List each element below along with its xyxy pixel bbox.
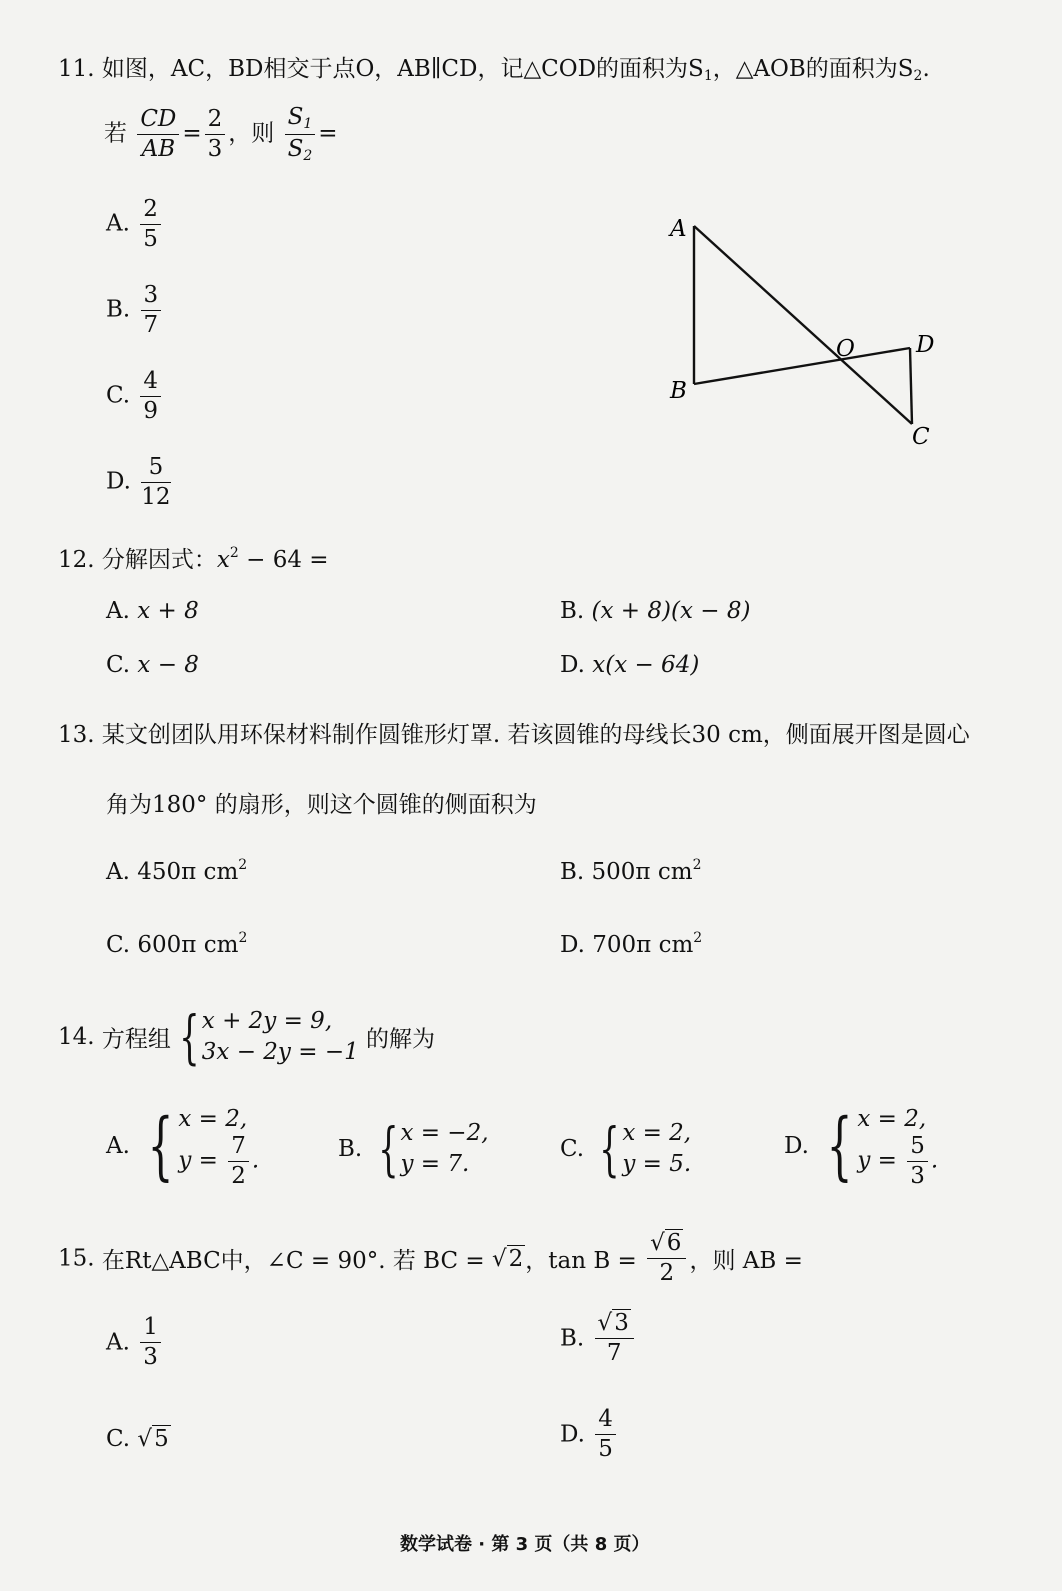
q15-stem: 15. 在Rt△ABC中，∠C = 90°. 若 BC = √2，tan B = $\frac{√6}{2}$ ，则 AB = bbox=[58, 1230, 803, 1286]
q15-option-a[interactable]: A. $\frac{1}{3}$ bbox=[106, 1316, 164, 1369]
q11-figure bbox=[660, 212, 940, 452]
q14-equation-system: x + 2y = 9, 3x − 2y = −1 bbox=[201, 1008, 359, 1066]
q14-stem: 14. 方程组 { x + 2y = 9, 3x − 2y = −1 的解为 bbox=[58, 1003, 436, 1072]
q13-option-d[interactable]: D. 700π $cm^2$ bbox=[560, 930, 703, 958]
q12-option-c[interactable]: C. x − 8 bbox=[106, 652, 199, 678]
page-footer: 数学试卷 · 第 3 页（共 8 页） bbox=[400, 1534, 650, 1555]
q11-stem-2: ，△AOB的面积为S bbox=[712, 56, 914, 82]
q13-option-a[interactable]: A. 450π $cm^2$ bbox=[106, 857, 248, 885]
label-a: A bbox=[670, 216, 687, 242]
q12-option-b[interactable]: B. (x + 8)(x − 8) bbox=[560, 598, 751, 624]
q11-stem-1: 如图，AC，BD相交于点O，AB∥CD，记△COD的面积为S bbox=[101, 56, 704, 82]
q11-ratio-s1-s2: $\frac{S_1}{S_2}$ bbox=[285, 106, 316, 163]
q12-stem: 12. 分解因式：$x^2 - 64$ = bbox=[58, 545, 329, 573]
q14-option-c[interactable]: C. { x = 2, y = 5. bbox=[560, 1115, 692, 1184]
q11-ratio-value: $\frac{2}{3}$ bbox=[205, 108, 226, 161]
q15-option-b[interactable]: B. $\frac{√3}{7}$ bbox=[560, 1312, 637, 1365]
segment-ac bbox=[694, 226, 912, 424]
segment-dc bbox=[910, 348, 912, 424]
q14-option-a[interactable]: A. { x = 2, y = $\frac{7}{2}$ . bbox=[106, 1103, 260, 1190]
q13-option-b[interactable]: B. 500π $cm^2$ bbox=[560, 857, 702, 885]
label-o: O bbox=[836, 336, 855, 362]
q14-option-b[interactable]: B. { x = −2, y = 7. bbox=[338, 1115, 489, 1184]
label-c: C bbox=[912, 424, 930, 450]
q15-option-c[interactable]: C. √5 bbox=[106, 1426, 169, 1452]
q13-option-c[interactable]: C. 600π $cm^2$ bbox=[106, 930, 248, 958]
q11-number: 11. bbox=[58, 56, 95, 82]
label-b: B bbox=[670, 378, 687, 404]
q11-condition: 若 $\frac{CD}{AB}$ = $\frac{2}{3}$ ，则 $\frac{S_1}{S_2}$ = bbox=[104, 104, 338, 164]
q12-option-d[interactable]: D. x(x − 64) bbox=[560, 652, 700, 678]
q15-option-d[interactable]: D. $\frac{4}{5}$ bbox=[560, 1408, 619, 1461]
q11-option-b[interactable]: B. $\frac{3}{7}$ bbox=[106, 284, 164, 337]
q11-option-d[interactable]: D. $\frac{5}{12}$ bbox=[106, 454, 171, 510]
q11-option-a[interactable]: A. $\frac{2}{5}$ bbox=[106, 198, 164, 251]
segment-bd bbox=[694, 348, 910, 384]
q13-stem-line-2: 角为180° 的扇形，则这个圆锥的侧面积为 bbox=[106, 792, 537, 818]
q13-stem-line-1: 13. 某文创团队用环保材料制作圆锥形灯罩. 若该圆锥的母线长30 cm，侧面展开图是圆心 bbox=[58, 722, 970, 748]
q14-option-d[interactable]: D. { x = 2, y = $\frac{5}{3}$ . bbox=[784, 1103, 939, 1190]
q11-stem: 11. 如图，AC，BD相交于点O，AB∥CD，记△COD的面积为$S_1$，△AOB的面积为$S_2$. bbox=[58, 56, 930, 84]
q11-option-c[interactable]: C. $\frac{4}{9}$ bbox=[106, 370, 164, 423]
q11-ratio-cd-ab: $\frac{CD}{AB}$ bbox=[137, 108, 179, 161]
q12-option-a[interactable]: A. x + 8 bbox=[106, 598, 199, 624]
label-d: D bbox=[916, 332, 935, 358]
